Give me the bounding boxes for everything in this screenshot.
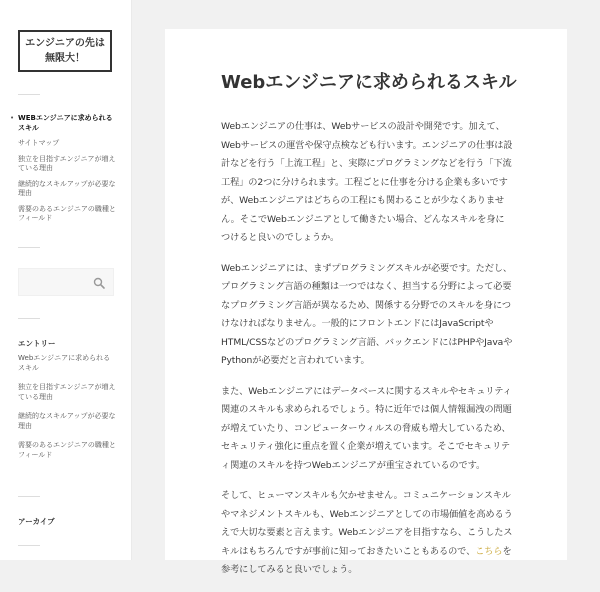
search-input[interactable]: [18, 268, 114, 296]
reference-link[interactable]: こちら: [475, 545, 503, 557]
article: [165, 29, 567, 575]
nav-item-job-types[interactable]: 需要のあるエンジニアの職種とフィールド: [18, 204, 116, 222]
article-title: Webエンジニアに求められるスキル: [221, 72, 517, 93]
nav-item-skill-up[interactable]: 継続的なスキルアップが必要な理由: [18, 179, 116, 197]
sidebar-nav: [18, 114, 116, 230]
nav-item-web-engineer-skills[interactable]: • WEBエンジニアに求められるスキル: [18, 114, 116, 133]
divider: [18, 545, 40, 546]
archive-widget-title: アーカイブ: [18, 517, 55, 526]
paragraph-text: を参考にしてみると良いでしょう。: [221, 545, 512, 575]
search-icon[interactable]: [93, 277, 105, 289]
sidebar: [0, 0, 132, 560]
article-paragraph: Webエンジニアには、まずプログラミングスキルが必要です。ただし、プログラミング言語の種類は一つではなく、担当する分野によって必要なプログラミング言語が異なるため、関係する分野でのスキルを身につけなければなりません。一般的にフロントエンドにはJavaScriptやHTML/CSSなどのプログラミング言語、バックエンドにはPHPやJavaやPythonが必要だと言われています。: [221, 262, 513, 366]
nav-item-sitemap[interactable]: サイトマップ: [18, 139, 60, 147]
article-paragraph: [221, 487, 513, 580]
divider: [18, 318, 40, 319]
entry-link[interactable]: Webエンジニアに求められるスキル: [18, 354, 111, 372]
entry-link[interactable]: 独立を目指すエンジニアが増えている理由: [18, 383, 116, 401]
divider: [18, 94, 40, 95]
paragraph-text: そして、ヒューマンスキルも欠かせません。コミュニケーションスキルやマネジメントスキルも、Webエンジニアとしての市場価値を高めるうえで大切な要素と言えます。Webエンジニアを目指すなら、こうしたスキルはもちろんですが事前に知っておきたいこともあるので、: [221, 490, 513, 557]
site-title[interactable]: エンジニアの先は無限大！: [18, 30, 112, 72]
entry-link[interactable]: 継続的なスキルアップが必要な理由: [18, 412, 116, 430]
entry-link[interactable]: 需要のあるエンジニアの職種とフィールド: [18, 441, 116, 459]
article-paragraph: Webエンジニアの仕事は、Webサービスの設計や開発です。加えて、Webサービスの運営や保守点検なども行います。エンジニアの仕事は設計などを行う「上流工程」と、実際にプログラミングなどを行う「下流工程」の2つに分けられます。工程ごとに仕事を分ける企業も多いですが、Webエンジニアはどちらの工程にも関わることが少なくありません。そこでWebエンジニアとして働きたい場合、どんなスキルを身につけると良いのでしょうか。: [221, 121, 513, 243]
entries-list: [18, 354, 116, 470]
divider: [18, 496, 40, 497]
nav-item-independence[interactable]: 独立を目指すエンジニアが増えている理由: [18, 154, 116, 172]
entries-widget-title: エントリー: [18, 339, 56, 348]
article-body: [221, 118, 513, 592]
article-paragraph: また、Webエンジニアにはデータベースに関するスキルやセキュリティ関連のスキルも求められるでしょう。特に近年では個人情報漏洩の問題が増えていたり、コンピューターウィルスの脅威も増大しているため、セキュリティ強化に重点を置く企業が増えています。そこでセキュリティ関連のスキルを持つWebエンジニアが重宝されているのです。: [221, 385, 512, 471]
divider: [18, 247, 40, 248]
